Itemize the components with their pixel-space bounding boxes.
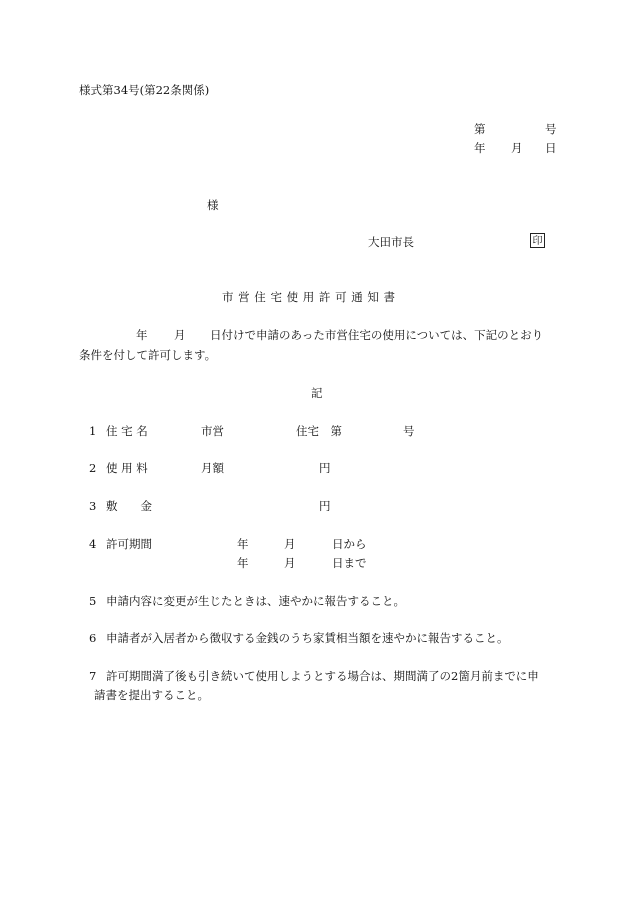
item7-number: 7 xyxy=(89,669,97,683)
document-title: 市 営 住 宅 使 用 許 可 通 知 書 xyxy=(222,290,396,304)
body-text-line1: 日付けで申請のあった市営住宅の使用については、下記のとおり xyxy=(210,328,544,342)
doc-number-prefix: 第 xyxy=(474,122,486,136)
item4-to-year: 年 xyxy=(237,556,249,570)
item2-label: 使 用 料 xyxy=(106,461,148,475)
date-day: 日 xyxy=(545,141,557,155)
form-number: 様式第34号(第22条関係) xyxy=(79,83,210,97)
item4-number: 4 xyxy=(89,537,97,551)
item5-number: 5 xyxy=(89,594,97,608)
item4-from-day: 日から xyxy=(332,537,367,551)
item3-label: 敷 金 xyxy=(106,499,152,513)
item1-label: 住 宅 名 xyxy=(106,424,148,438)
item3-number: 3 xyxy=(89,499,97,513)
item6-text: 申請者が入居者から徴収する金銭のうち家賃相当額を速やかに報告すること。 xyxy=(106,631,509,645)
item1-suffix: 号 xyxy=(403,424,415,438)
item7-text-line1: 許可期間満了後も引き続いて使用しようとする場合は、期間満了の2箇月前までに申 xyxy=(106,669,539,683)
issuer-name: 大田市長 xyxy=(368,235,414,249)
item1-number: 1 xyxy=(89,424,97,438)
ki-heading: 記 xyxy=(311,386,323,400)
item4-from-month: 月 xyxy=(284,537,296,551)
item1-middle: 住宅 第 xyxy=(296,424,342,438)
body-year: 年 xyxy=(136,328,148,342)
addressee-honorific: 様 xyxy=(207,198,219,212)
doc-number-suffix: 号 xyxy=(545,122,557,136)
item2-prefix: 月額 xyxy=(201,461,224,475)
body-month: 月 xyxy=(174,328,186,342)
item6-number: 6 xyxy=(89,631,97,645)
seal-mark: 印 xyxy=(530,233,545,248)
item2-unit: 円 xyxy=(319,461,331,475)
item4-to-day: 日まで xyxy=(332,556,367,570)
item4-to-month: 月 xyxy=(284,556,296,570)
body-text-line2: 条件を付して許可します。 xyxy=(79,348,217,362)
item2-number: 2 xyxy=(89,461,97,475)
date-year: 年 xyxy=(474,141,486,155)
item4-from-year: 年 xyxy=(237,537,249,551)
date-month: 月 xyxy=(511,141,523,155)
item3-unit: 円 xyxy=(319,499,331,513)
item1-prefix: 市営 xyxy=(201,424,224,438)
item5-text: 申請内容に変更が生じたときは、速やかに報告すること。 xyxy=(106,594,405,608)
item7-text-line2: 請書を提出すること。 xyxy=(94,688,209,702)
item4-label: 許可期間 xyxy=(106,537,152,551)
